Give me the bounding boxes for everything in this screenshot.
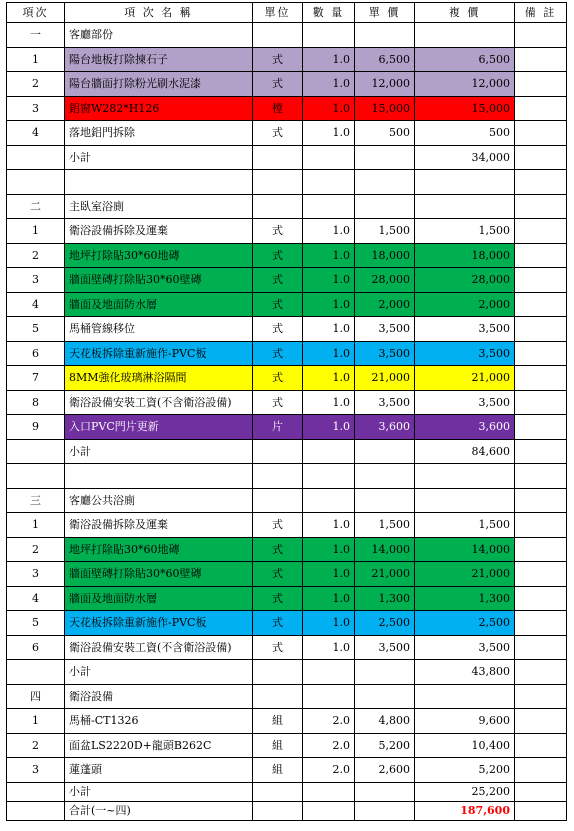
item-unit: 式	[253, 562, 303, 587]
empty-cell	[253, 684, 303, 709]
item-name: 牆面壁磚打除貼30*60壁磚	[65, 268, 253, 293]
empty-cell	[303, 439, 355, 464]
item-price: 5,200	[355, 733, 415, 758]
subtotal-row	[7, 145, 567, 170]
empty-cell	[355, 660, 415, 685]
section-title: 客廳部份	[65, 23, 253, 48]
grand-total-row	[7, 801, 567, 820]
item-name: 天花板拆除重新施作-PVC板	[65, 611, 253, 636]
item-note	[515, 292, 567, 317]
empty-cell	[515, 684, 567, 709]
empty-cell	[515, 782, 567, 801]
item-qty: 1.0	[303, 47, 355, 72]
item-row	[7, 537, 567, 562]
item-note	[515, 72, 567, 97]
item-amount: 10,400	[415, 733, 515, 758]
section-title: 主臥室浴廁	[65, 194, 253, 219]
empty-cell	[515, 170, 567, 195]
item-row	[7, 415, 567, 440]
item-unit: 式	[253, 219, 303, 244]
header-no: 項次	[7, 3, 65, 23]
item-row	[7, 96, 567, 121]
empty-cell	[355, 194, 415, 219]
header-note: 備 註	[515, 3, 567, 23]
item-unit: 組	[253, 758, 303, 783]
item-qty: 1.0	[303, 292, 355, 317]
item-price: 3,500	[355, 390, 415, 415]
empty-cell	[303, 145, 355, 170]
item-number: 2	[7, 243, 65, 268]
subtotal-value: 84,600	[415, 439, 515, 464]
item-note	[515, 317, 567, 342]
item-number: 7	[7, 366, 65, 391]
empty-cell	[515, 660, 567, 685]
item-name: 衛浴設備安裝工資(不含衛浴設備)	[65, 635, 253, 660]
empty-cell	[515, 801, 567, 820]
item-price: 12,000	[355, 72, 415, 97]
item-amount: 3,500	[415, 635, 515, 660]
item-qty: 2.0	[303, 733, 355, 758]
empty-cell	[253, 464, 303, 489]
item-qty: 1.0	[303, 390, 355, 415]
item-row	[7, 47, 567, 72]
item-amount: 14,000	[415, 537, 515, 562]
grand-total-label: 合計(一~四)	[65, 801, 253, 820]
subtotal-value: 43,800	[415, 660, 515, 685]
item-qty: 2.0	[303, 709, 355, 734]
item-row	[7, 635, 567, 660]
item-amount: 28,000	[415, 268, 515, 293]
item-amount: 9,600	[415, 709, 515, 734]
header-row	[7, 3, 567, 23]
item-unit: 式	[253, 586, 303, 611]
item-amount: 1,300	[415, 586, 515, 611]
empty-cell	[515, 23, 567, 48]
item-note	[515, 513, 567, 538]
empty-cell	[7, 660, 65, 685]
empty-cell	[355, 145, 415, 170]
empty-cell	[303, 684, 355, 709]
empty-cell	[303, 660, 355, 685]
item-note	[515, 390, 567, 415]
item-unit: 式	[253, 268, 303, 293]
item-number: 2	[7, 72, 65, 97]
empty-cell	[355, 684, 415, 709]
item-unit: 式	[253, 341, 303, 366]
item-row	[7, 758, 567, 783]
empty-cell	[253, 801, 303, 820]
subtotal-label: 小計	[65, 439, 253, 464]
empty-cell	[303, 488, 355, 513]
table-body	[7, 23, 567, 821]
section-number: 三	[7, 488, 65, 513]
item-price: 21,000	[355, 366, 415, 391]
header-name: 項 次 名 稱	[65, 3, 253, 23]
section-number: 一	[7, 23, 65, 48]
item-note	[515, 537, 567, 562]
empty-cell	[7, 145, 65, 170]
item-price: 3,500	[355, 317, 415, 342]
item-row	[7, 513, 567, 538]
item-note	[515, 586, 567, 611]
item-note	[515, 635, 567, 660]
item-amount: 3,500	[415, 317, 515, 342]
item-amount: 1,500	[415, 219, 515, 244]
item-qty: 1.0	[303, 562, 355, 587]
item-qty: 1.0	[303, 611, 355, 636]
empty-cell	[355, 170, 415, 195]
section-number: 二	[7, 194, 65, 219]
empty-cell	[7, 801, 65, 820]
item-price: 1,500	[355, 219, 415, 244]
subtotal-label: 小計	[65, 145, 253, 170]
item-name: 面盆LS2220D+龍頭B262C	[65, 733, 253, 758]
item-number: 5	[7, 611, 65, 636]
item-name: 8MM強化玻璃淋浴隔間	[65, 366, 253, 391]
item-price: 2,000	[355, 292, 415, 317]
item-number: 2	[7, 537, 65, 562]
empty-cell	[415, 23, 515, 48]
item-name: 蓮蓬頭	[65, 758, 253, 783]
item-note	[515, 611, 567, 636]
item-number: 4	[7, 586, 65, 611]
item-price: 4,800	[355, 709, 415, 734]
empty-cell	[515, 464, 567, 489]
item-unit: 樘	[253, 96, 303, 121]
subtotal-label: 小計	[65, 660, 253, 685]
item-unit: 式	[253, 317, 303, 342]
item-unit: 式	[253, 366, 303, 391]
item-price: 21,000	[355, 562, 415, 587]
item-qty: 1.0	[303, 121, 355, 146]
empty-cell	[7, 439, 65, 464]
empty-cell	[253, 145, 303, 170]
subtotal-label: 小計	[65, 782, 253, 801]
item-number: 6	[7, 341, 65, 366]
item-number: 3	[7, 268, 65, 293]
item-amount: 2,500	[415, 611, 515, 636]
item-price: 3,500	[355, 635, 415, 660]
item-price: 3,500	[355, 341, 415, 366]
empty-cell	[355, 464, 415, 489]
empty-cell	[253, 194, 303, 219]
item-row	[7, 341, 567, 366]
item-number: 2	[7, 733, 65, 758]
blank-row	[7, 464, 567, 489]
section-row	[7, 23, 567, 48]
item-unit: 式	[253, 635, 303, 660]
item-price: 2,500	[355, 611, 415, 636]
item-number: 8	[7, 390, 65, 415]
item-amount: 15,000	[415, 96, 515, 121]
section-row	[7, 194, 567, 219]
subtotal-value: 25,200	[415, 782, 515, 801]
item-number: 1	[7, 513, 65, 538]
item-name: 衛浴設備安裝工資(不含衛浴設備)	[65, 390, 253, 415]
item-note	[515, 562, 567, 587]
item-note	[515, 366, 567, 391]
item-name: 牆面及地面防水層	[65, 292, 253, 317]
item-qty: 1.0	[303, 268, 355, 293]
item-number: 1	[7, 219, 65, 244]
item-amount: 21,000	[415, 366, 515, 391]
item-note	[515, 758, 567, 783]
item-number: 4	[7, 121, 65, 146]
item-unit: 式	[253, 390, 303, 415]
item-qty: 1.0	[303, 586, 355, 611]
item-price: 15,000	[355, 96, 415, 121]
item-name: 落地鋁門拆除	[65, 121, 253, 146]
item-note	[515, 219, 567, 244]
item-row	[7, 562, 567, 587]
empty-cell	[253, 170, 303, 195]
quotation-table	[6, 2, 567, 821]
item-row	[7, 733, 567, 758]
subtotal-row	[7, 660, 567, 685]
item-name: 陽台牆面打除粉光刷水泥漆	[65, 72, 253, 97]
item-price: 14,000	[355, 537, 415, 562]
header-qty: 數 量	[303, 3, 355, 23]
header-unit: 單位	[253, 3, 303, 23]
item-note	[515, 341, 567, 366]
item-amount: 3,600	[415, 415, 515, 440]
item-price: 6,500	[355, 47, 415, 72]
item-unit: 式	[253, 243, 303, 268]
subtotal-value: 34,000	[415, 145, 515, 170]
item-row	[7, 121, 567, 146]
empty-cell	[355, 23, 415, 48]
item-name: 衛浴設備拆除及運棄	[65, 219, 253, 244]
item-row	[7, 268, 567, 293]
item-row	[7, 709, 567, 734]
item-row	[7, 366, 567, 391]
item-price: 18,000	[355, 243, 415, 268]
empty-cell	[515, 439, 567, 464]
item-row	[7, 219, 567, 244]
item-qty: 1.0	[303, 243, 355, 268]
section-row	[7, 684, 567, 709]
item-row	[7, 72, 567, 97]
item-qty: 1.0	[303, 96, 355, 121]
empty-cell	[253, 782, 303, 801]
empty-cell	[515, 194, 567, 219]
empty-cell	[7, 782, 65, 801]
empty-cell	[253, 660, 303, 685]
empty-cell	[65, 170, 253, 195]
subtotal-row	[7, 782, 567, 801]
empty-cell	[515, 145, 567, 170]
item-note	[515, 96, 567, 121]
empty-cell	[355, 782, 415, 801]
item-amount: 3,500	[415, 341, 515, 366]
item-amount: 1,500	[415, 513, 515, 538]
item-amount: 3,500	[415, 390, 515, 415]
empty-cell	[7, 170, 65, 195]
grand-total-value: 187,600	[415, 801, 515, 820]
item-unit: 片	[253, 415, 303, 440]
item-row	[7, 292, 567, 317]
item-price: 1,300	[355, 586, 415, 611]
item-name: 衛浴設備拆除及運棄	[65, 513, 253, 538]
header-amount: 複 價	[415, 3, 515, 23]
empty-cell	[253, 23, 303, 48]
blank-row	[7, 170, 567, 195]
item-unit: 式	[253, 72, 303, 97]
item-qty: 1.0	[303, 317, 355, 342]
item-unit: 組	[253, 709, 303, 734]
header-price: 單 價	[355, 3, 415, 23]
item-number: 3	[7, 758, 65, 783]
item-name: 地坪打除貼30*60地磚	[65, 243, 253, 268]
empty-cell	[303, 782, 355, 801]
empty-cell	[303, 194, 355, 219]
item-note	[515, 47, 567, 72]
empty-cell	[303, 464, 355, 489]
item-name: 入口PVC門片更新	[65, 415, 253, 440]
item-note	[515, 121, 567, 146]
item-number: 3	[7, 96, 65, 121]
item-note	[515, 268, 567, 293]
empty-cell	[253, 488, 303, 513]
item-name: 牆面及地面防水層	[65, 586, 253, 611]
item-name: 地坪打除貼30*60地磚	[65, 537, 253, 562]
item-name: 馬桶管線移位	[65, 317, 253, 342]
item-qty: 1.0	[303, 366, 355, 391]
empty-cell	[515, 488, 567, 513]
empty-cell	[415, 488, 515, 513]
item-amount: 2,000	[415, 292, 515, 317]
item-number: 5	[7, 317, 65, 342]
item-row	[7, 390, 567, 415]
empty-cell	[303, 170, 355, 195]
item-number: 1	[7, 709, 65, 734]
section-number: 四	[7, 684, 65, 709]
section-title: 客廳公共浴廁	[65, 488, 253, 513]
empty-cell	[253, 439, 303, 464]
empty-cell	[355, 801, 415, 820]
item-qty: 1.0	[303, 415, 355, 440]
empty-cell	[7, 464, 65, 489]
item-price: 3,600	[355, 415, 415, 440]
item-note	[515, 733, 567, 758]
item-qty: 1.0	[303, 513, 355, 538]
item-qty: 1.0	[303, 635, 355, 660]
item-number: 3	[7, 562, 65, 587]
item-row	[7, 243, 567, 268]
item-note	[515, 709, 567, 734]
item-unit: 式	[253, 537, 303, 562]
subtotal-row	[7, 439, 567, 464]
item-number: 9	[7, 415, 65, 440]
item-name: 牆面壁磚打除貼30*60壁磚	[65, 562, 253, 587]
item-unit: 式	[253, 513, 303, 538]
item-note	[515, 243, 567, 268]
item-qty: 2.0	[303, 758, 355, 783]
item-number: 4	[7, 292, 65, 317]
item-number: 1	[7, 47, 65, 72]
item-unit: 式	[253, 292, 303, 317]
empty-cell	[415, 194, 515, 219]
item-number: 6	[7, 635, 65, 660]
section-title: 衛浴設備	[65, 684, 253, 709]
item-unit: 式	[253, 121, 303, 146]
item-unit: 式	[253, 611, 303, 636]
item-name: 馬桶-CT1326	[65, 709, 253, 734]
item-qty: 1.0	[303, 537, 355, 562]
item-note	[515, 415, 567, 440]
item-amount: 18,000	[415, 243, 515, 268]
item-amount: 21,000	[415, 562, 515, 587]
item-qty: 1.0	[303, 72, 355, 97]
item-price: 2,600	[355, 758, 415, 783]
empty-cell	[355, 439, 415, 464]
item-unit: 式	[253, 47, 303, 72]
item-price: 28,000	[355, 268, 415, 293]
item-name: 陽台地板打除揀石子	[65, 47, 253, 72]
item-unit: 組	[253, 733, 303, 758]
item-row	[7, 611, 567, 636]
item-price: 500	[355, 121, 415, 146]
item-row	[7, 317, 567, 342]
item-price: 1,500	[355, 513, 415, 538]
empty-cell	[355, 488, 415, 513]
item-name: 天花板拆除重新施作-PVC板	[65, 341, 253, 366]
empty-cell	[303, 23, 355, 48]
item-amount: 12,000	[415, 72, 515, 97]
item-name: 鋁窗W282*H126	[65, 96, 253, 121]
item-row	[7, 586, 567, 611]
item-qty: 1.0	[303, 341, 355, 366]
item-amount: 6,500	[415, 47, 515, 72]
empty-cell	[415, 684, 515, 709]
item-amount: 5,200	[415, 758, 515, 783]
item-amount: 500	[415, 121, 515, 146]
item-qty: 1.0	[303, 219, 355, 244]
empty-cell	[65, 464, 253, 489]
empty-cell	[303, 801, 355, 820]
empty-cell	[415, 170, 515, 195]
section-row	[7, 488, 567, 513]
empty-cell	[415, 464, 515, 489]
